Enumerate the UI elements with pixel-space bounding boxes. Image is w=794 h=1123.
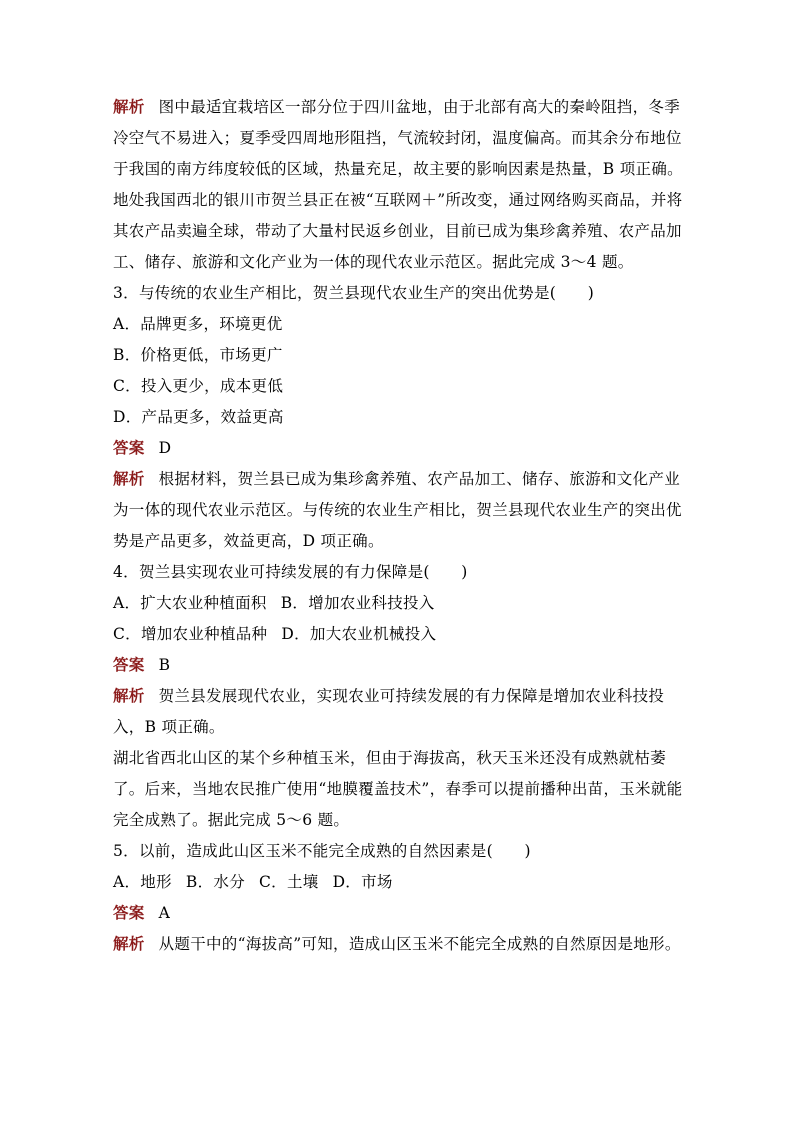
question-5-options xyxy=(113,867,685,898)
question-3-option-a: A．品牌更多，环境更优 xyxy=(113,315,283,333)
analysis-label: 解析 xyxy=(113,687,145,705)
question-4-option-d: D．加大农业机械投入 xyxy=(281,625,437,643)
question-5-option-a: A．地形 xyxy=(113,873,172,891)
analysis-label: 解析 xyxy=(113,470,145,488)
question-3-option-d: D．产品更多，效益更高 xyxy=(113,408,284,426)
question-4-options-row-1 xyxy=(113,588,685,619)
analysis-text: 根据材料，贺兰县已成为集珍禽养殖、农产品加工、储存、旅游和文化产业为一体的现代农业示范区。与传统的农业生产相比，贺兰县现代农业生产的突出优势是产品更多，效益更高，D 项正确。 xyxy=(113,470,682,550)
question-5-stem: 5．以前，造成此山区玉米不能完全成熟的自然因素是( ) xyxy=(113,842,531,860)
question-3-answer xyxy=(113,433,685,464)
analysis-text: 图中最适宜栽培区一部分位于四川盆地，由于北部有高大的秦岭阻挡，冬季冷空气不易进入；夏季受四周地形阻挡，气流较封闭，温度偏高。而其余分布地位于我国的南方纬度较低的区域，热量充足，故主要的影响因素是热量，B 项正确。 xyxy=(113,98,683,178)
passage-2: 湖北省西北山区的某个乡种植玉米，但由于海拔高，秋天玉米还没有成熟就枯萎了。后来，当地农民推广使用“地膜覆盖技术”，春季可以提前播种出苗，玉米就能完全成熟了。据此完成 5～6 题。 xyxy=(113,749,683,829)
question-3-option-c: C．投入更少，成本更低 xyxy=(113,377,284,395)
answer-label: 答案 xyxy=(113,439,145,457)
question-3-analysis xyxy=(113,464,685,557)
analysis-label: 解析 xyxy=(113,935,145,953)
analysis-block-1 xyxy=(113,92,685,185)
passage-1: 地处我国西北的银川市贺兰县正在被“互联网＋”所改变，通过网络购买商品，并将其农产品卖遍全球，带动了大量村民返乡创业，目前已成为集珍禽养殖、农产品加工、储存、旅游和文化产业为一体的现代农业示范区。据此完成 3～4 题。 xyxy=(113,191,683,271)
question-4-option-a: A．扩大农业种植面积 xyxy=(113,594,267,612)
question-5-answer xyxy=(113,898,685,929)
question-4-option-c: C．增加农业种植品种 xyxy=(113,625,268,643)
question-4-analysis xyxy=(113,681,685,743)
document-page xyxy=(113,92,685,960)
question-4-answer xyxy=(113,650,685,681)
question-4-option-b: B．增加农业科技投入 xyxy=(280,594,435,612)
analysis-label: 解析 xyxy=(113,98,145,116)
question-4-stem: 4．贺兰县实现农业可持续发展的有力保障是( ) xyxy=(113,563,468,581)
question-5-option-b: B．水分 xyxy=(185,873,245,891)
question-3-option-b: B．价格更低，市场更广 xyxy=(113,346,283,364)
question-5-option-d: D．市场 xyxy=(332,873,393,891)
answer-value: A xyxy=(158,904,171,922)
question-4-options-row-2 xyxy=(113,619,685,650)
analysis-text: 从题干中的“海拔高”可知，造成山区玉米不能完全成熟的自然原因是地形。 xyxy=(158,935,681,953)
answer-value: B xyxy=(158,656,171,674)
answer-value: D xyxy=(158,439,172,457)
question-5-option-c: C．土壤 xyxy=(259,873,319,891)
answer-label: 答案 xyxy=(113,656,145,674)
analysis-text: 贺兰县发展现代农业，实现农业可持续发展的有力保障是增加农业科技投入，B 项正确。 xyxy=(113,687,665,736)
answer-label: 答案 xyxy=(113,904,145,922)
question-3-stem: 3．与传统的农业生产相比，贺兰县现代农业生产的突出优势是( ) xyxy=(113,284,595,302)
question-5-analysis xyxy=(113,929,685,960)
